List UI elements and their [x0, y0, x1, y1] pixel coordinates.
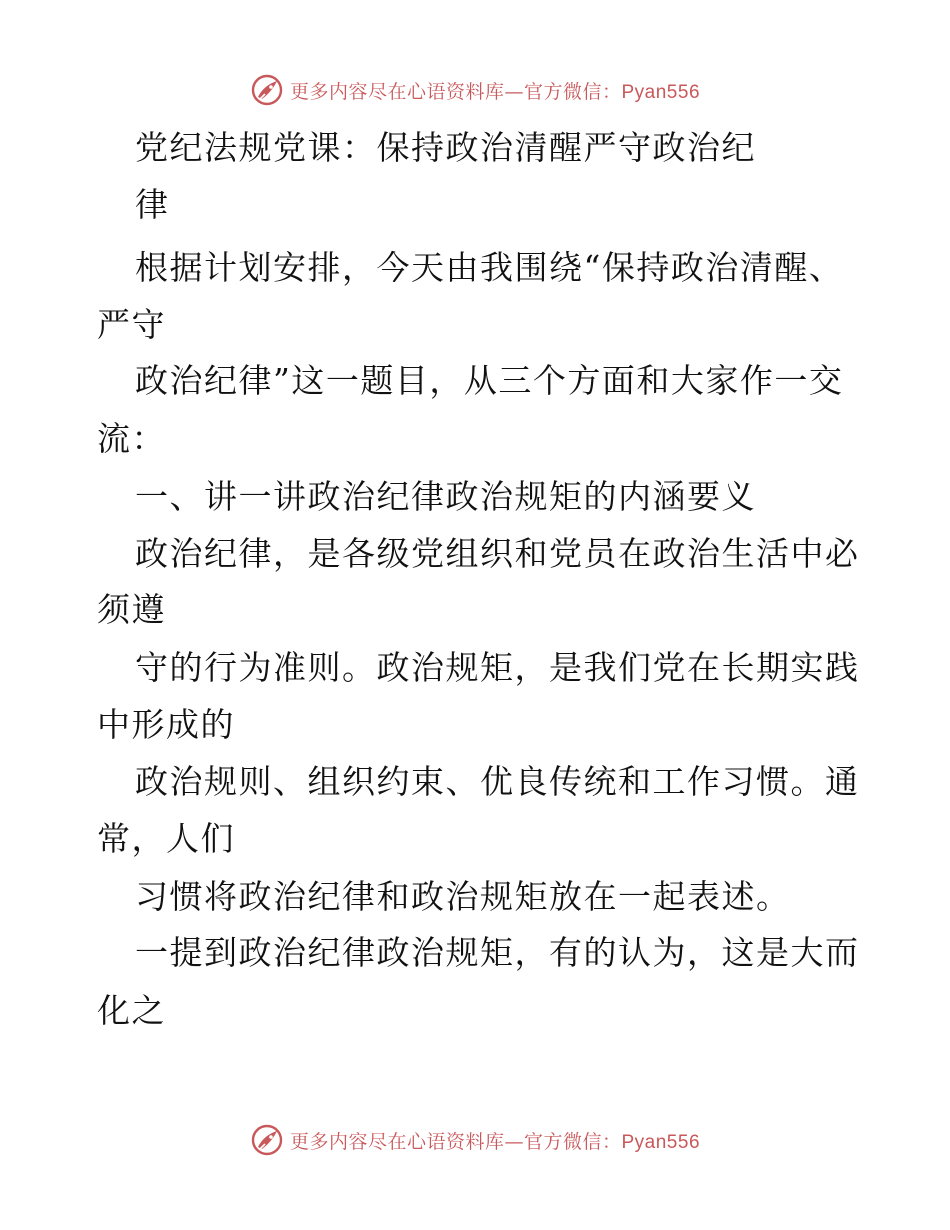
paragraph-line: 一提到政治纪律政治规矩，有的认为，这是大而 — [135, 933, 860, 972]
section-heading: 一、讲一讲政治纪律政治规矩的内涵要义 — [135, 477, 756, 516]
watermark-text — [290, 77, 700, 104]
paragraph-line: 政治纪律，是各级党组织和党员在政治生活中必 — [135, 534, 860, 573]
paragraph-line: 中形成的 — [97, 705, 235, 744]
watermark-dash: — — [504, 80, 524, 103]
title-line-2: 律 — [135, 185, 170, 224]
paragraph-line: 化之 — [97, 991, 166, 1030]
watermark-wechat-handle: Pyan556 — [621, 81, 701, 103]
paragraph-line: 流： — [97, 419, 166, 458]
watermark-dash: — — [504, 1130, 524, 1153]
watermark-wechat-label: 官方微信： — [523, 80, 622, 103]
header-watermark-banner — [0, 70, 950, 110]
paragraph-line: 政治规则、组织约束、优良传统和工作习惯。通 — [135, 762, 860, 801]
watermark-text — [290, 1127, 700, 1154]
paragraph-line: 守的行为准则。政治规矩，是我们党在长期实践 — [135, 648, 860, 687]
paragraph-line: 习惯将政治纪律和政治规矩放在一起表述。 — [135, 877, 791, 916]
footer-watermark-banner — [0, 1120, 950, 1160]
watermark-wechat-handle: Pyan556 — [621, 1131, 701, 1153]
watermark-site-name: 更多内容尽在心语资料库 — [289, 80, 505, 103]
footer-watermark — [250, 1123, 700, 1157]
paragraph-line: 根据计划安排，今天由我围绕“保持政治清醒、 — [135, 248, 844, 287]
paragraph-line: 须遵 — [97, 590, 166, 629]
pen-nib-logo-icon — [250, 1123, 284, 1157]
watermark-wechat-label: 官方微信： — [523, 1130, 622, 1153]
paragraph-line: 严守 — [97, 305, 166, 344]
paragraph-line: 政治纪律”这一题目，从三个方面和大家作一交 — [135, 361, 844, 400]
watermark-site-name: 更多内容尽在心语资料库 — [289, 1130, 505, 1153]
title-line-1: 党纪法规党课：保持政治清醒严守政治纪 — [135, 128, 756, 167]
header-watermark — [250, 73, 700, 107]
paragraph-line: 常，人们 — [97, 819, 235, 858]
pen-nib-logo-icon — [250, 73, 284, 107]
